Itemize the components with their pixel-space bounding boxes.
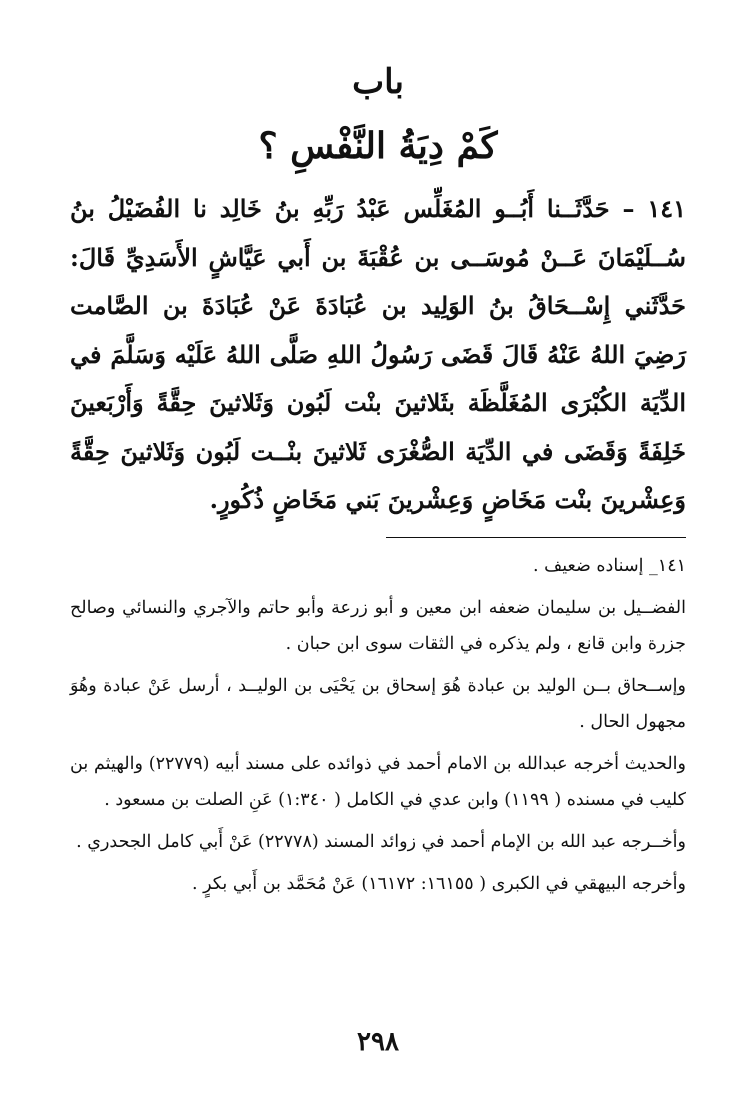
- book-page: [70, 0, 686, 1100]
- hadith-number: ١٤١: [647, 194, 686, 223]
- footnote-line: ١٤١_ إسناده ضعيف .: [532, 556, 686, 576]
- footnote-line: وأخــرجه عبد الله بن الإمام أحمد في زوائد المسند (٢٢٧٧٨) عَنْ أَبي كامل الجحدري .: [76, 832, 686, 852]
- footnotes: [70, 548, 686, 908]
- page-number: ٢٩٨: [357, 1027, 399, 1057]
- hadith-text: [70, 185, 686, 525]
- hadith-body: – حَدَّثَــنا أَبُــو المُغَلِّس عَبْدُ رَبِّهِ بنُ خَالِد نا الفُضَيْلُ بنُ سُــلَيْمَانَ عَــنْ مُوسَــى بن عُقْبَةَ بن أَبي عَيَّاشٍ الأَسَدِيِّ قَالَ: حَدَّثَني إِسْــحَاقُ بنُ الوَلِيد بن عُبَادَةَ عَنْ عُبَادَةَ بن الصَّامت رَضِيَ اللهُ عَنْهُ قَالَ قَضَى رَسُولُ اللهِ صَلَّى اللهُ عَلَيْه وَسَلَّمَ في الدِّيَة الكُبْرَى المُغَلَّظَة بثَلاثينَ بنْت لَبُون وَثَلاثينَ حِقَّةً وَأَرْبَعينَ خَلِفَةً وَقَضَى في الدِّيَة الصُّغْرَى ثَلاثينَ بنْــت لَبُون وَثَلاثينَ حِقَّةً وَعِشْرينَ بنْت مَخَاضٍ وَعِشْرينَ بَني مَخَاضٍ ذُكُورٍ.: [70, 194, 687, 514]
- footnote-line: وأخرجه البيهقي في الكبرى ( ١٦١٥٥: ١٦١٧٢) عَنْ مُحَمَّد بن أَبي بكرٍ .: [191, 874, 686, 894]
- footnote-line: والحديث أخرجه عبدالله بن الامام أحمد في ذوائده على مسند أبيه (٢٢٧٧٩) والهيثم بن كليب في مسنده ( ١١٩٩) وابن عدي في الكامل ( ١:٣٤٠) عَنِ الصلت بن مسعود .: [70, 754, 686, 810]
- footnote-line: وإســحاق بــن الوليد بن عبادة هُوَ إسحاق بن يَحْيَى بن الوليــد ، أرسل عَنْ عبادة وهُوَ مجهول الحال .: [70, 676, 686, 732]
- chapter-heading: باب: [352, 62, 404, 102]
- section-title: كَمْ دِيَةُ النَّفْسِ ؟: [258, 125, 498, 167]
- footnote-line: الفضــيل بن سليمان ضعفه ابن معين و أبو زرعة وأبو حاتم والآجري والنسائي وصالح جزرة وابن قانع ، ولم يذكره في الثقات سوى ابن حبان .: [70, 598, 686, 654]
- footnote-divider: [386, 537, 686, 538]
